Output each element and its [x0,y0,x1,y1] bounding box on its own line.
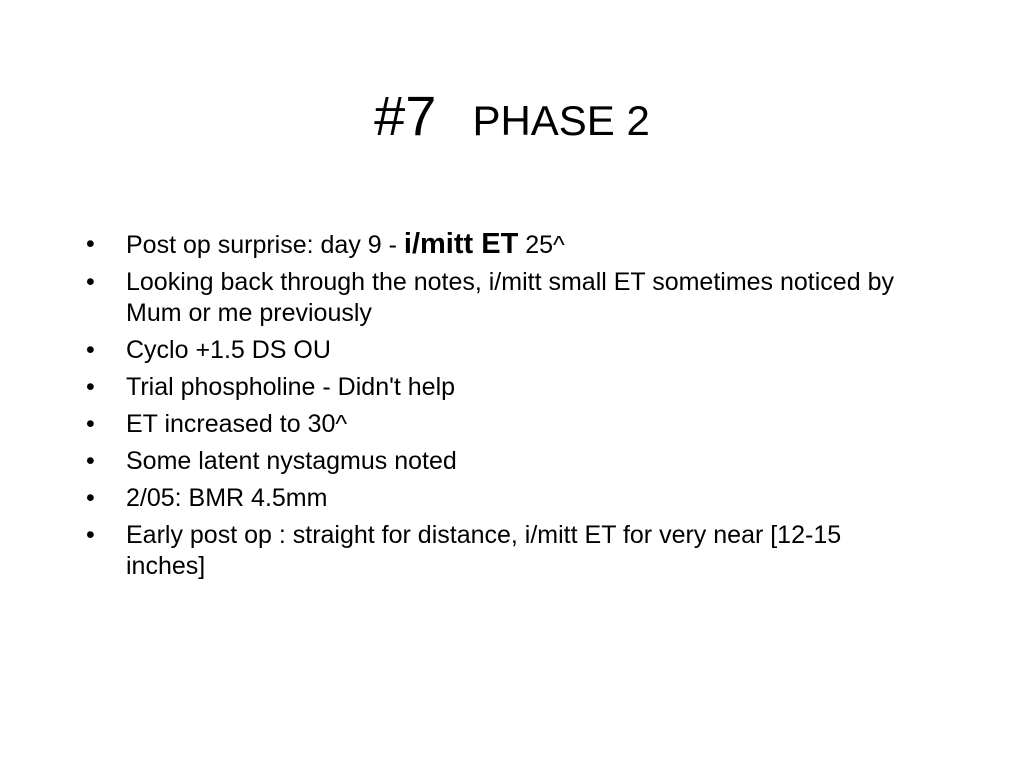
bullet-item [86,409,916,440]
bullet-marker: • [86,268,95,296]
bullet-item [86,229,916,261]
bullet-item [86,446,916,477]
bullet-marker: • [86,373,95,401]
bullet-text-part: 25^ [518,231,565,259]
bullet-marker: • [86,521,95,549]
bullet-marker: • [86,447,95,475]
title-text: PHASE 2 [472,97,650,144]
bullet-emphasis: i/mitt ET [403,228,519,260]
slide-number: #7 [374,84,437,147]
bullet-text: ET increased to 30^ [126,410,348,438]
bullet-text [126,229,916,261]
bullet-text: Some latent nystagmus noted [126,447,457,475]
slide-title [0,84,1024,147]
bullet-text: 2/05: BMR 4.5mm [126,484,328,512]
bullet-marker: • [86,336,95,364]
bullet-text: Cyclo +1.5 DS OU [126,336,331,364]
bullet-marker: • [86,410,95,438]
bullet-text: Looking back through the notes, i/mitt small ET sometimes noticed by Mum or me previously [126,268,894,327]
bullet-marker: • [86,484,95,512]
bullet-item [86,372,916,403]
bullet-item [86,267,916,329]
bullet-item [86,520,916,582]
bullet-marker: • [86,230,95,258]
bullet-text-part: Post op surprise: day 9 - [126,231,404,259]
bullet-item [86,335,916,366]
bullet-text: Trial phospholine - Didn't help [126,373,456,401]
bullet-item [86,483,916,514]
bullet-text: Early post op : straight for distance, i/mitt ET for very near [12-15 inches] [126,521,842,580]
bullet-list [86,229,916,588]
